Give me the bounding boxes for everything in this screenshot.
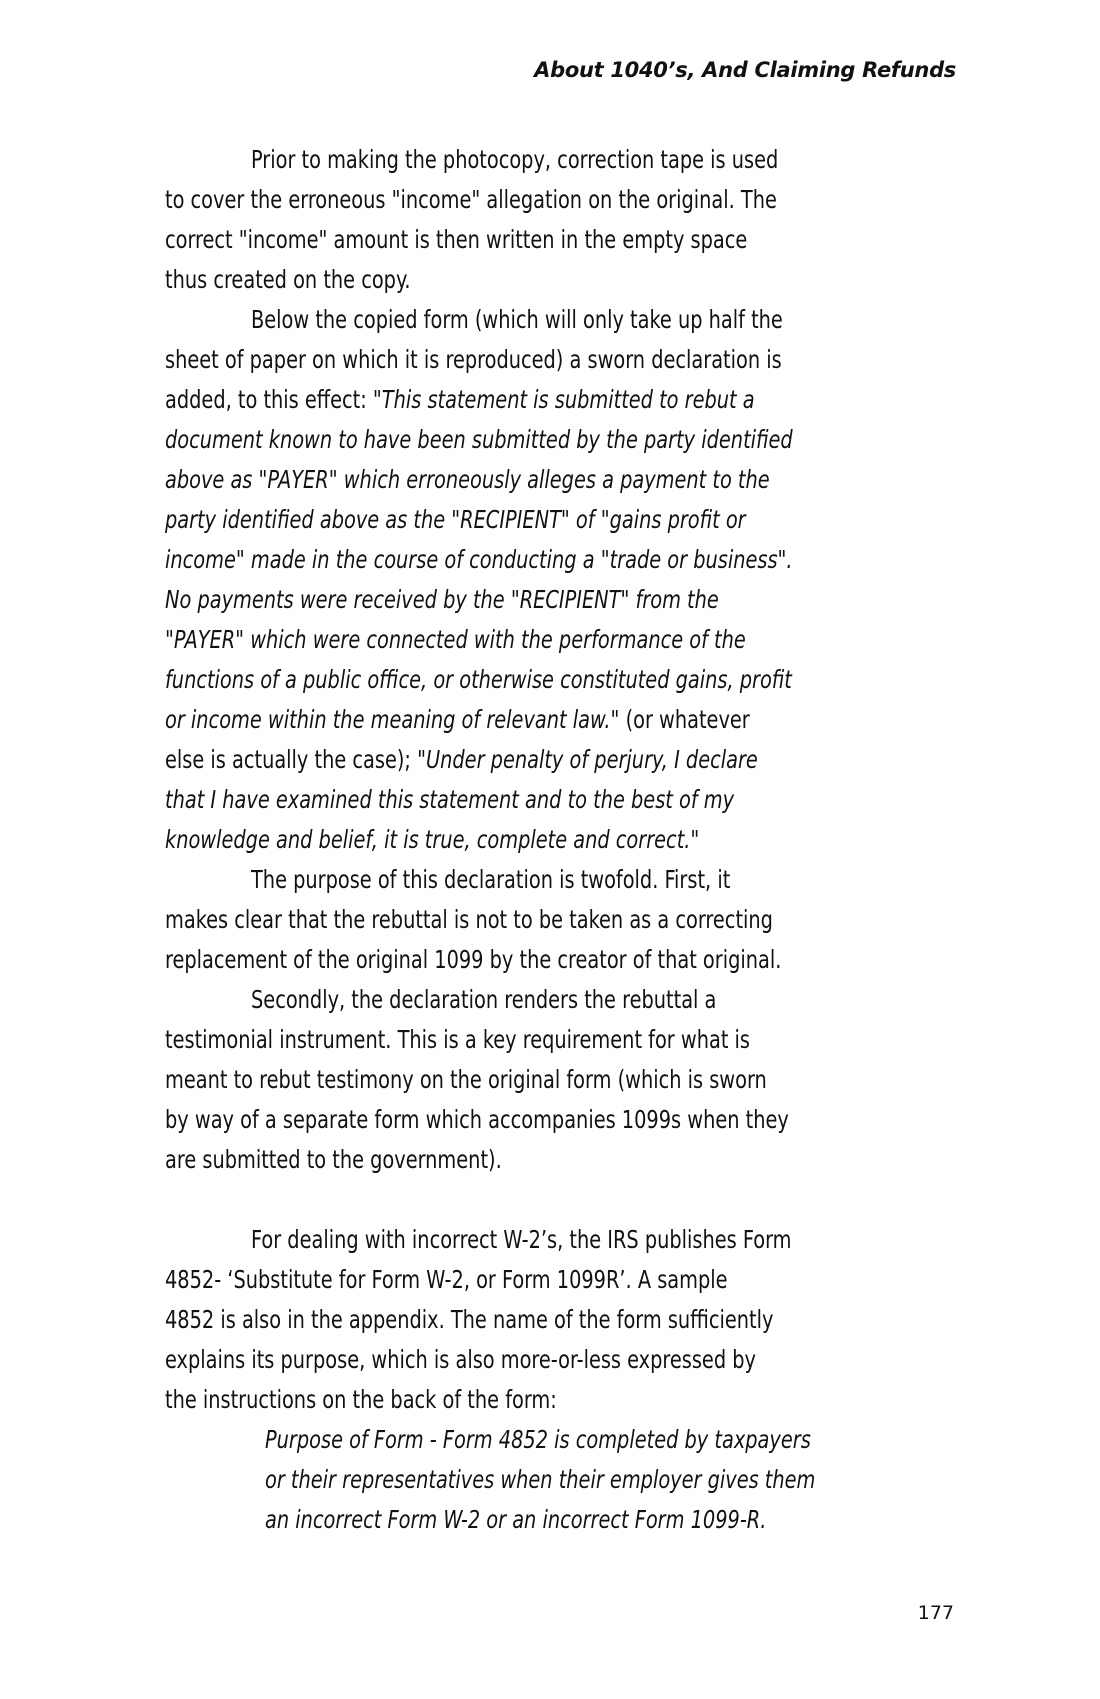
page-body	[165, 140, 965, 1540]
declaration-line: functions of a public office, or otherwise constituted gains, profit	[165, 665, 792, 694]
text-line: For dealing with incorrect W-2’s, the IRS publishes Form	[251, 1225, 792, 1254]
text-line: Below the copied form (which will only take up half the	[251, 305, 783, 334]
declaration-quote: "This statement is submitted to rebut a	[372, 385, 755, 414]
declaration-line: income" made in the course of conducting a "trade or business".	[165, 545, 793, 574]
text-line: 4852- ‘Substitute for Form W-2, or Form 1099R’. A sample	[165, 1265, 728, 1294]
text-line: by way of a separate form which accompanies 1099s when they	[165, 1105, 789, 1134]
text-line: 4852 is also in the appendix. The name of the form sufficiently	[165, 1305, 774, 1334]
declaration-quote: or income within the meaning of relevant law."	[165, 705, 620, 734]
text-line	[165, 380, 853, 420]
paragraph-5	[165, 1220, 965, 1420]
text-line: explains its purpose, which is also more-or-less expressed by	[165, 1345, 756, 1374]
text-line: The purpose of this declaration is twofold. First, it	[251, 865, 731, 894]
paragraph-4	[165, 980, 965, 1180]
declaration-line: document known to have been submitted by the party identified	[165, 425, 793, 454]
text-line: sheet of paper on which it is reproduced) a sworn declaration is	[165, 345, 782, 374]
text-line: Secondly, the declaration renders the rebuttal a	[251, 985, 717, 1014]
declaration-line: above as "PAYER" which erroneously alleges a payment to the	[165, 465, 770, 494]
paragraph-3	[165, 860, 965, 980]
perjury-quote: "Under penalty of perjury, I declare	[417, 745, 758, 774]
quote-line: or their representatives when their employer gives them	[265, 1465, 816, 1494]
text-line: the instructions on the back of the form:	[165, 1385, 557, 1414]
quote-line: an incorrect Form W-2 or an incorrect Form 1099-R.	[265, 1505, 767, 1534]
text-line: are submitted to the government).	[165, 1145, 502, 1174]
perjury-line: knowledge and belief, it is true, complete and correct."	[165, 825, 700, 854]
text-line: meant to rebut testimony on the original form (which is sworn	[165, 1065, 767, 1094]
text-line: correct "income" amount is then written in the empty space	[165, 225, 748, 254]
declaration-line: "PAYER" which were connected with the performance of the	[165, 625, 746, 654]
block-quote	[165, 1420, 965, 1540]
declaration-line: party identified above as the "RECIPIENT" of "gains profit or	[165, 505, 746, 534]
text-line: to cover the erroneous "income" allegation on the original. The	[165, 185, 777, 214]
page-number: 177	[917, 1602, 954, 1624]
text-line: Prior to making the photocopy, correction tape is used	[251, 145, 779, 174]
perjury-line: that I have examined this statement and to the best of my	[165, 785, 735, 814]
text-run: else is actually the case);	[165, 745, 418, 774]
paragraph-1	[165, 140, 965, 300]
text-line: replacement of the original 1099 by the creator of that original.	[165, 945, 782, 974]
text-line: makes clear that the rebuttal is not to be taken as a correcting	[165, 905, 773, 934]
text-run: added, to this effect:	[165, 385, 373, 414]
quote-line: Purpose of Form - Form 4852 is completed by taxpayers	[265, 1425, 811, 1454]
text-line	[165, 740, 853, 780]
text-run: (or whatever	[619, 705, 750, 734]
declaration-line: No payments were received by the "RECIPIENT" from the	[165, 585, 719, 614]
text-line: thus created on the copy.	[165, 265, 411, 294]
paragraph-2	[165, 300, 965, 860]
text-line	[165, 700, 853, 740]
paragraph-spacer	[165, 1180, 965, 1220]
running-header: About 1040’s, And Claiming Refunds	[534, 58, 956, 82]
text-line: testimonial instrument. This is a key requirement for what is	[165, 1025, 751, 1054]
